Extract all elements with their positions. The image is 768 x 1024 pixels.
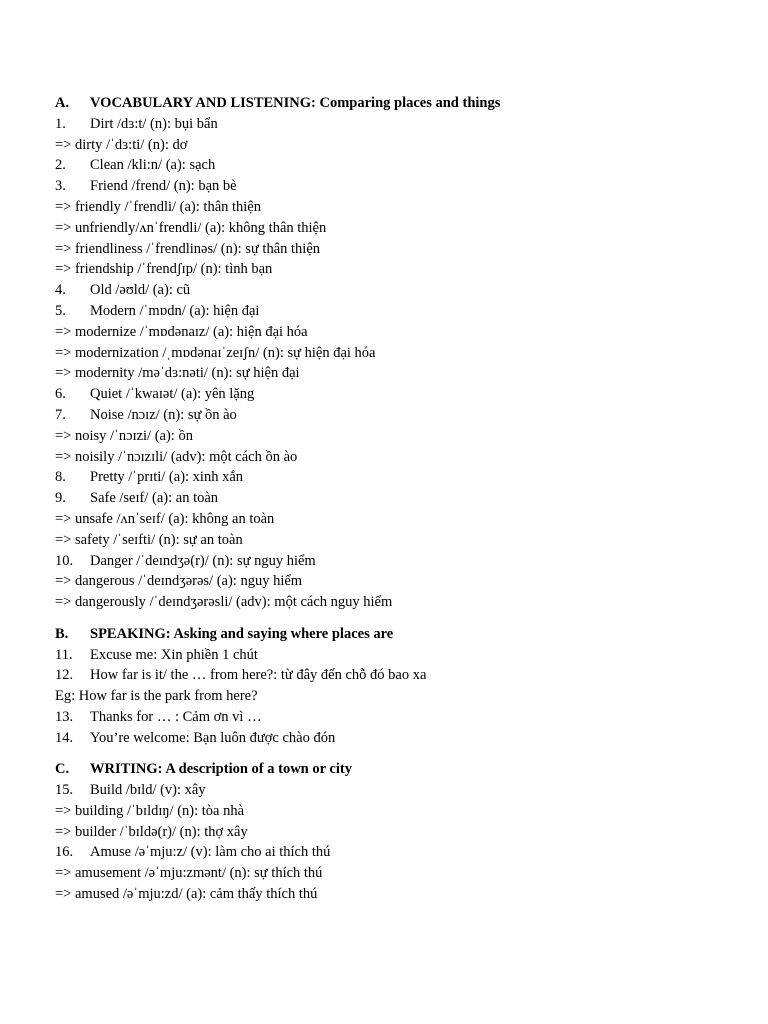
vocab-entry: [55, 384, 738, 405]
entry-text: Build /bɪld/ (v): xây: [90, 782, 206, 799]
entry-text: Safe /seɪf/ (a): an toàn: [90, 490, 219, 507]
section-heading: [55, 624, 738, 645]
entry-number: 12.: [55, 667, 74, 684]
vocab-entry: [55, 780, 738, 801]
vocab-subentry: [55, 135, 738, 156]
entry-number: 10.: [55, 552, 74, 569]
entry-text: => modernization /ˌmɒdənaɪˈzeɪʃn/ (n): sự hiện đại hóa: [55, 344, 376, 361]
entry-text: Danger /ˈdeɪndʒə(r)/ (n): sự nguy hiểm: [90, 552, 316, 569]
vocab-entry: [55, 301, 738, 322]
entry-text: Excuse me: Xin phiền 1 chút: [90, 646, 258, 663]
vocab-subentry: [55, 197, 738, 218]
entry-text: => modernize /ˈmɒdənaɪz/ (a): hiện đại hóa: [55, 323, 308, 340]
entry-number: 11.: [55, 646, 73, 663]
entry-text: Friend /frend/ (n): bạn bè: [90, 178, 237, 195]
vocab-entry: [55, 280, 738, 301]
vocab-subentry: [55, 686, 738, 707]
vocab-entry: [55, 645, 738, 666]
entry-text: Old /əʊld/ (a): cũ: [90, 282, 191, 299]
entry-text: How far is it/ the … from here?: từ đây đến chỗ đó bao xa: [90, 667, 427, 684]
entry-text: Noise /nɔɪz/ (n): sự ồn ào: [90, 406, 237, 423]
entry-number: 15.: [55, 782, 74, 799]
entry-number: 5.: [55, 302, 66, 319]
entry-text: Amuse /əˈmju:z/ (v): làm cho ai thích thú: [90, 844, 331, 861]
vocab-entry: [55, 488, 738, 509]
entry-number: 6.: [55, 386, 66, 403]
vocab-subentry: [55, 863, 738, 884]
vocab-subentry: [55, 801, 738, 822]
entry-text: Pretty /ˈprɪti/ (a): xinh xắn: [90, 469, 244, 486]
entry-number: 4.: [55, 282, 66, 299]
vocab-subentry: [55, 218, 738, 239]
entry-number: 2.: [55, 157, 66, 174]
entry-number: 3.: [55, 178, 66, 195]
vocab-subentry: [55, 363, 738, 384]
entry-number: 13.: [55, 708, 74, 725]
section-c: [55, 759, 738, 905]
section-title: WRITING: A description of a town or city: [90, 761, 352, 778]
vocab-subentry: [55, 509, 738, 530]
section-letter: C.: [55, 761, 70, 778]
entry-text: => dangerously /ˈdeɪndʒərəsli/ (adv): một cách nguy hiểm: [55, 594, 393, 611]
vocab-entry: [55, 405, 738, 426]
vocab-subentry: [55, 884, 738, 905]
vocab-entry: [55, 176, 738, 197]
entry-number: 9.: [55, 490, 66, 507]
vocab-subentry: [55, 592, 738, 613]
vocab-subentry: [55, 239, 738, 260]
vocab-subentry: [55, 322, 738, 343]
entry-text: => modernity /məˈdɜ:nəti/ (n): sự hiện đại: [55, 365, 300, 382]
entry-text: => building /ˈbɪldɪŋ/ (n): tòa nhà: [55, 802, 245, 819]
entry-text: => unsafe /ʌnˈseɪf/ (a): không an toàn: [55, 510, 275, 527]
vocab-subentry: [55, 530, 738, 551]
entry-text: Quiet /ˈkwaɪət/ (a): yên lặng: [90, 386, 255, 403]
entry-number: 7.: [55, 406, 66, 423]
section-a: [55, 93, 738, 613]
entry-text: Dirt /dɜ:t/ (n): bụi bẩn: [90, 115, 218, 132]
entry-text: => builder /ˈbɪldə(r)/ (n): thợ xây: [55, 823, 248, 840]
entry-text: => noisily /ˈnɔɪzɪli/ (adv): một cách ồn ào: [55, 448, 298, 465]
entry-text: You’re welcome: Bạn luôn được chào đón: [90, 729, 336, 746]
entry-text: => amused /əˈmju:zd/ (a): cảm thấy thích thú: [55, 886, 318, 903]
vocab-entry: [55, 155, 738, 176]
vocab-entry: [55, 665, 738, 686]
entry-number: 14.: [55, 729, 74, 746]
vocab-entry: [55, 842, 738, 863]
entry-text: => friendship /ˈfrendʃɪp/ (n): tình bạn: [55, 261, 273, 278]
entry-number: 16.: [55, 844, 74, 861]
vocab-entry: [55, 707, 738, 728]
section-b: [55, 624, 738, 749]
entry-text: Clean /kli:n/ (a): sạch: [90, 157, 216, 174]
entry-text: => dangerous /ˈdeɪndʒərəs/ (a): nguy hiểm: [55, 573, 303, 590]
entry-text: Thanks for … : Cảm ơn vì …: [90, 708, 262, 725]
section-title: VOCABULARY AND LISTENING: Comparing places and things: [90, 95, 501, 111]
vocab-entry: [55, 467, 738, 488]
entry-text: => friendliness /ˈfrendlinəs/ (n): sự thân thiện: [55, 240, 321, 257]
vocab-subentry: [55, 571, 738, 592]
entry-text: => noisy /ˈnɔɪzi/ (a): ồn: [55, 427, 193, 444]
vocab-subentry: [55, 259, 738, 280]
entry-number: 8.: [55, 469, 66, 486]
vocab-entry: [55, 551, 738, 572]
entry-text: => amusement /əˈmju:zmənt/ (n): sự thích thú: [55, 865, 323, 882]
section-letter: A.: [55, 95, 70, 111]
vocabulary-document: [55, 93, 738, 905]
vocab-entry: [55, 728, 738, 749]
section-heading: [55, 759, 738, 780]
entry-text: Modern /ˈmɒdn/ (a): hiện đại: [90, 302, 260, 319]
vocab-subentry: [55, 426, 738, 447]
vocab-entry: [55, 114, 738, 135]
entry-text: => safety /ˈseɪfti/ (n): sự an toàn: [55, 531, 243, 548]
section-title: SPEAKING: Asking and saying where places are: [90, 625, 394, 642]
section-heading: [55, 93, 738, 114]
vocab-subentry: [55, 447, 738, 468]
section-letter: B.: [55, 625, 69, 642]
vocab-subentry: [55, 822, 738, 843]
entry-text: Eg: How far is the park from here?: [55, 688, 258, 705]
vocab-subentry: [55, 343, 738, 364]
entry-number: 1.: [55, 115, 66, 132]
entry-text: => friendly /ˈfrendli/ (a): thân thiện: [55, 198, 261, 215]
entry-text: => dirty /ˈdɜ:ti/ (n): dơ: [55, 136, 188, 153]
entry-text: => unfriendly/ʌnˈfrendli/ (a): không thân thiện: [55, 219, 327, 236]
